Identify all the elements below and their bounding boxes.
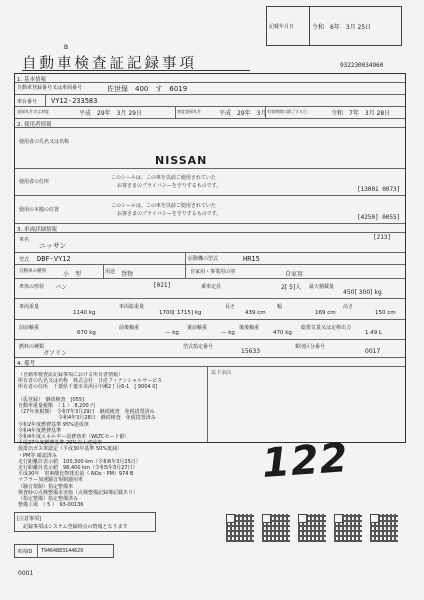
first-registration-month-value: 平成 29年 3月 (219, 110, 267, 117)
car-name-label: 車名 (19, 237, 30, 243)
title-underline (22, 70, 250, 71)
seal-note-1: このシールは、この車を以前ご使用されていた (111, 175, 216, 181)
front-front-axle-label: 前前軸重 (19, 325, 40, 331)
gross-weight-label: 車両総重量 (119, 304, 145, 310)
category-number-value: 0017 (365, 348, 381, 355)
fuel-type-label: 燃料の種類 (19, 344, 45, 350)
front-rear-axle-label: 前後軸重 (119, 325, 140, 331)
body-shape-value: バン (55, 284, 68, 291)
vehicle-weight-value: 1140 kg (73, 310, 96, 316)
first-registration-label: 登録年月又は初度 (17, 109, 49, 114)
qr-code-2-icon (262, 514, 290, 542)
handwritten-number: 122 (260, 435, 350, 487)
caution-text: 記録事項はシステム登録時点の情報となります (23, 524, 128, 530)
model-value: DBF-VY12 (37, 255, 71, 263)
vehicle-class-label: 自動車の種別 (19, 269, 46, 274)
vehicle-id-value: T9464883144629 (41, 548, 84, 554)
record-date-value: 令和 6年 3月 25日 (310, 7, 402, 46)
vehicle-id-box (14, 544, 114, 558)
address-code: [13001 0073] (357, 186, 401, 193)
engine-type-value: HR15 (243, 255, 260, 263)
qr-code-5-icon (370, 514, 398, 542)
rear-rear-axle-value: 470 kg (273, 330, 292, 336)
record-date-label: 記載年月日 (267, 7, 310, 46)
section-user-heading: 2. 使用者情報 (17, 122, 52, 128)
seal-note-1b: お客さまのプライバシーを守りするものです。 (117, 183, 222, 189)
gross-weight-value: 1700[ 1715] kg (159, 310, 202, 316)
header-record-box (266, 6, 402, 46)
registration-number-value: 佐世保 400 す 6019 (107, 85, 188, 93)
document-serial: 932230034960 (340, 62, 384, 69)
front-front-axle-value: 670 kg (77, 330, 96, 336)
type-number-value: 15633 (241, 348, 261, 355)
model-label: 型式 (19, 257, 30, 263)
section-remarks-heading: 4. 備考 (17, 361, 35, 367)
body-shape-code: [021] (153, 282, 172, 289)
page-number: 0001 (18, 570, 34, 577)
remarks-text-block (16, 372, 208, 522)
max-load-value: 450[ 300] kg (343, 289, 382, 296)
section-basic-heading: 1. 基本情報 (17, 77, 46, 83)
qr-code-3-icon (298, 514, 326, 542)
length-value: 439 cm (245, 310, 266, 316)
usage-label: 用途 (105, 269, 116, 275)
body-shape-label: 車体の形状 (19, 284, 45, 290)
car-name-code: [213] (373, 234, 392, 241)
rear-front-axle-label: 後前軸重 (187, 325, 208, 331)
height-label: 高さ (343, 304, 354, 310)
caution-box (14, 512, 156, 532)
category-number-label: 類別区分番号 (295, 344, 326, 350)
remarks-text: （自動車検査証記録事項における所有者情報） 所有者の氏名又は名称 株式会社 日産フィナンシャルサービス 所有者の住所 千葉県千葉市美浜区中瀬2丁目6-1 [ 9004 0] （仮登録） 継続検査 [055] 自動車重量税額 （ 1 ） 8,200 円 （27年度税額） 令和7年3月29日 継続検査 免税措置済み 令和4年3月28日 継続検査 免税措置済み 令和2年度燃費基準 95%達成車 令和4年度燃費基準 令和4年度エネルギー消費効率（WLTCモード値） 平成27年度燃費基準 20%以上達成車 低排出ガス車認定（平成30年基準 50%低減） ・PM等 確認済み 走行距離計表示値 100,300 km（令和6年3月25日） 走行距離計表示値 98,400 km（令和5年3月27日） 平成30年 窒素酸化物排出量（ NOx・PM）974 B マフラー加速騒音規制適用車 （騒音規制）指定整備車 検査時の点検整備未実施（点検整備記録簿記載あり） （指定整備）指定整備済み 整備工場 （ 5 ） 93-00136 (18, 372, 163, 509)
document-title: 自動車検査証記録事項 (22, 56, 197, 72)
base-location-label: 使用の本拠の位置 (19, 207, 60, 213)
type-number-label: 型式指定番号 (183, 344, 214, 350)
vehicle-class-value: 小 型 (63, 271, 82, 278)
fuel-type-value: ガソリン (43, 350, 68, 357)
expiry-label: 有効期間の満了する日 (267, 109, 307, 114)
engine-type-label: 原動機の型式 (188, 256, 219, 262)
capacity-label: 乗車定員 (201, 284, 222, 290)
car-name-value: ニッサン (39, 242, 67, 250)
width-label: 幅 (277, 304, 283, 310)
max-load-label: 最大積載量 (309, 284, 335, 290)
small-mark: B (64, 44, 69, 51)
expiry-value: 令和 7年 3月 28日 (331, 110, 391, 117)
rear-front-axle-value: — kg (221, 330, 235, 336)
private-business-value: 自家用 (285, 271, 304, 278)
chassis-number-label: 車台番号 (17, 99, 38, 105)
seal-note-2b: お客さまのプライバシーを守りするものです。 (117, 211, 222, 217)
private-business-label: 自家用・事業用の別 (190, 269, 236, 275)
displacement-label: 総排気量又は定格出力 (301, 325, 352, 331)
usage-value: 貨物 (121, 271, 134, 278)
capacity-value: 2[ 5]人 (281, 284, 302, 291)
displacement-value: 1.49 L (365, 330, 383, 336)
first-registration-month-label: 初度登録年月 (177, 109, 201, 114)
base-location-code: [4250] 0055] (357, 214, 401, 221)
nissan-logo: NISSAN (155, 154, 208, 167)
vehicle-id-label: 車両ID (17, 549, 33, 555)
caution-title: [注意事項] (17, 516, 41, 522)
user-address-label: 使用者の住所 (19, 179, 50, 185)
remarks-end-label: 以下余白 (211, 370, 232, 376)
section-vehicle-heading: 3. 車両詳細情報 (17, 227, 57, 233)
length-label: 長さ (225, 304, 236, 310)
height-value: 150 cm (375, 310, 396, 316)
chassis-number-value: VY12-233583 (51, 97, 98, 105)
width-value: 169 cm (315, 310, 336, 316)
rear-rear-axle-label: 後後軸重 (239, 325, 260, 331)
seal-note-2: このシールは、この車を以前ご使用されていた (111, 203, 216, 209)
user-name-label: 使用者の氏名又は名称 (19, 139, 70, 145)
registration-number-label: 自動車登録番号又は車両番号 (17, 85, 83, 91)
qr-code-4-icon (334, 514, 362, 542)
first-registration-value: 平成 29年 3月 29日 (79, 110, 142, 117)
qr-code-1-icon (226, 514, 254, 542)
front-rear-axle-value: — kg (165, 330, 179, 336)
vehicle-weight-label: 車両重量 (19, 304, 40, 310)
